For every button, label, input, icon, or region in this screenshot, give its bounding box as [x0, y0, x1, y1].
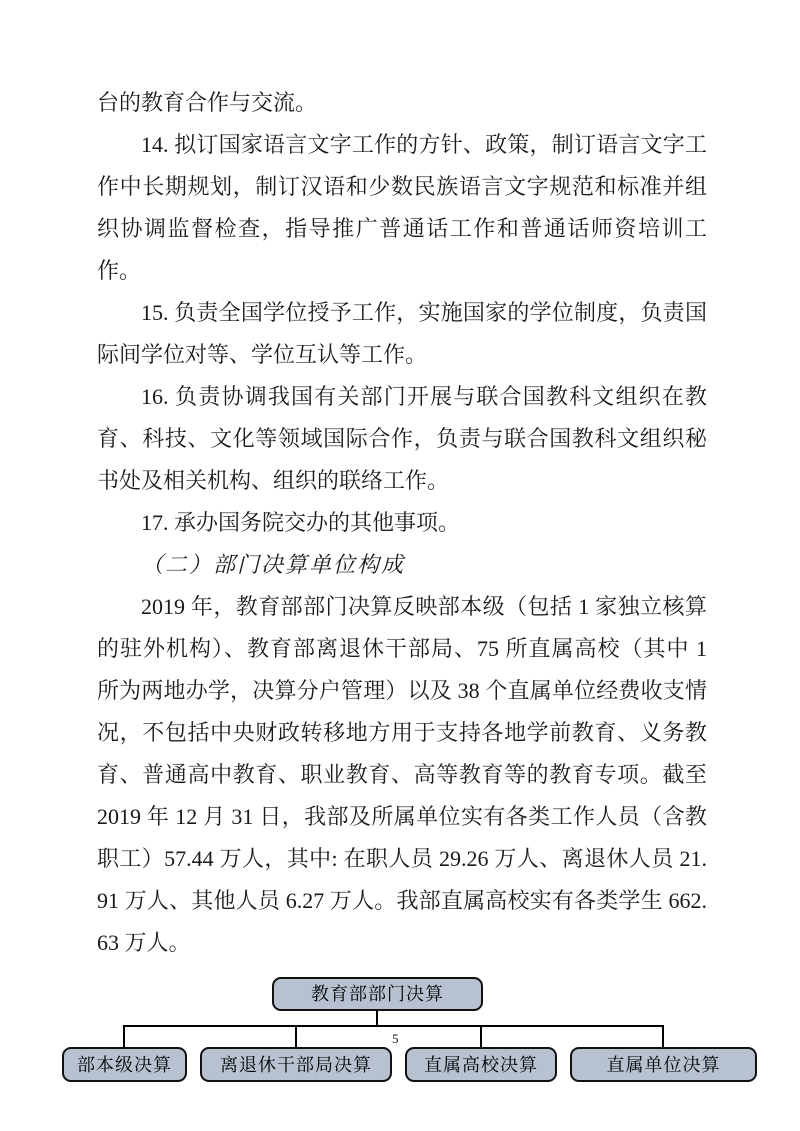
orgchart-drop-line-2 [295, 1025, 297, 1047]
orgchart-drop-line-4 [662, 1025, 664, 1047]
orgchart-box-root [272, 977, 483, 1011]
paragraph-item-16: 16. 负责协调我国有关部门开展与联合国教科文组织在教育、科技、文化等领域国际合作，负责与联合国教科文组织秘书处及相关机构、组织的联络工作。 [97, 384, 707, 493]
orgchart-child-label: 部本级决算 [77, 1054, 172, 1075]
paragraph-item-14: 14. 拟订国家语言文字工作的方针、政策，制订语言文字工作中长期规划，制订汉语和少数民族语言文字规范和标准并组织协调监督检查，指导推广普通话工作和普通话师资培训工作。 [97, 132, 707, 283]
orgchart-box-affiliated-universities [405, 1047, 557, 1082]
document-body [97, 82, 707, 964]
section-heading-unit-composition: （二）部门决算单位构成 [141, 552, 406, 577]
paragraph-item-17: 17. 承办国务院交办的其他事项。 [141, 510, 461, 535]
orgchart-child-label: 直属高校决算 [424, 1054, 538, 1075]
orgchart-box-ministry-level [62, 1047, 187, 1082]
orgchart-box-affiliated-units [570, 1047, 757, 1082]
orgchart-drop-line-1 [123, 1025, 125, 1047]
orgchart-root-label: 教育部部门决算 [311, 984, 444, 1004]
orgchart-drop-line-3 [480, 1025, 482, 1047]
orgchart-box-retired-cadres-bureau [200, 1047, 392, 1082]
page-number: 5 [392, 1031, 399, 1046]
paragraph-continuation: 台的教育合作与交流。 [97, 90, 318, 115]
paragraph-unit-overview: 2019 年，教育部部门决算反映部本级（包括 1 家独立核算的驻外机构）、教育部离退休干部局、75 所直属高校（其中 1 所为两地办学，决算分户管理）以及 38 个直属单位经费收支情况，不包括中央财政转移地方用于支持各地学前教育、义务教育、普通高中教育、职业教育、高等教育等的教育专项。截至 2019 年 12 月 31 日，我部及所属单位实有各类工作人员（含教职工）57.44 万人，其中: 在职人员 29.26 万人、离退休人员 21.91 万人、其他人员 6.27 万人。我部直属高校实有各类学生 662.63 万人。 [97, 594, 707, 955]
orgchart-child-label: 直属单位决算 [606, 1054, 721, 1075]
orgchart-child-label: 离退休干部局决算 [220, 1054, 372, 1075]
orgchart-horizontal-line [124, 1025, 664, 1027]
paragraph-item-15: 15. 负责全国学位授予工作，实施国家的学位制度，负责国际间学位对等、学位互认等工作。 [97, 300, 707, 367]
